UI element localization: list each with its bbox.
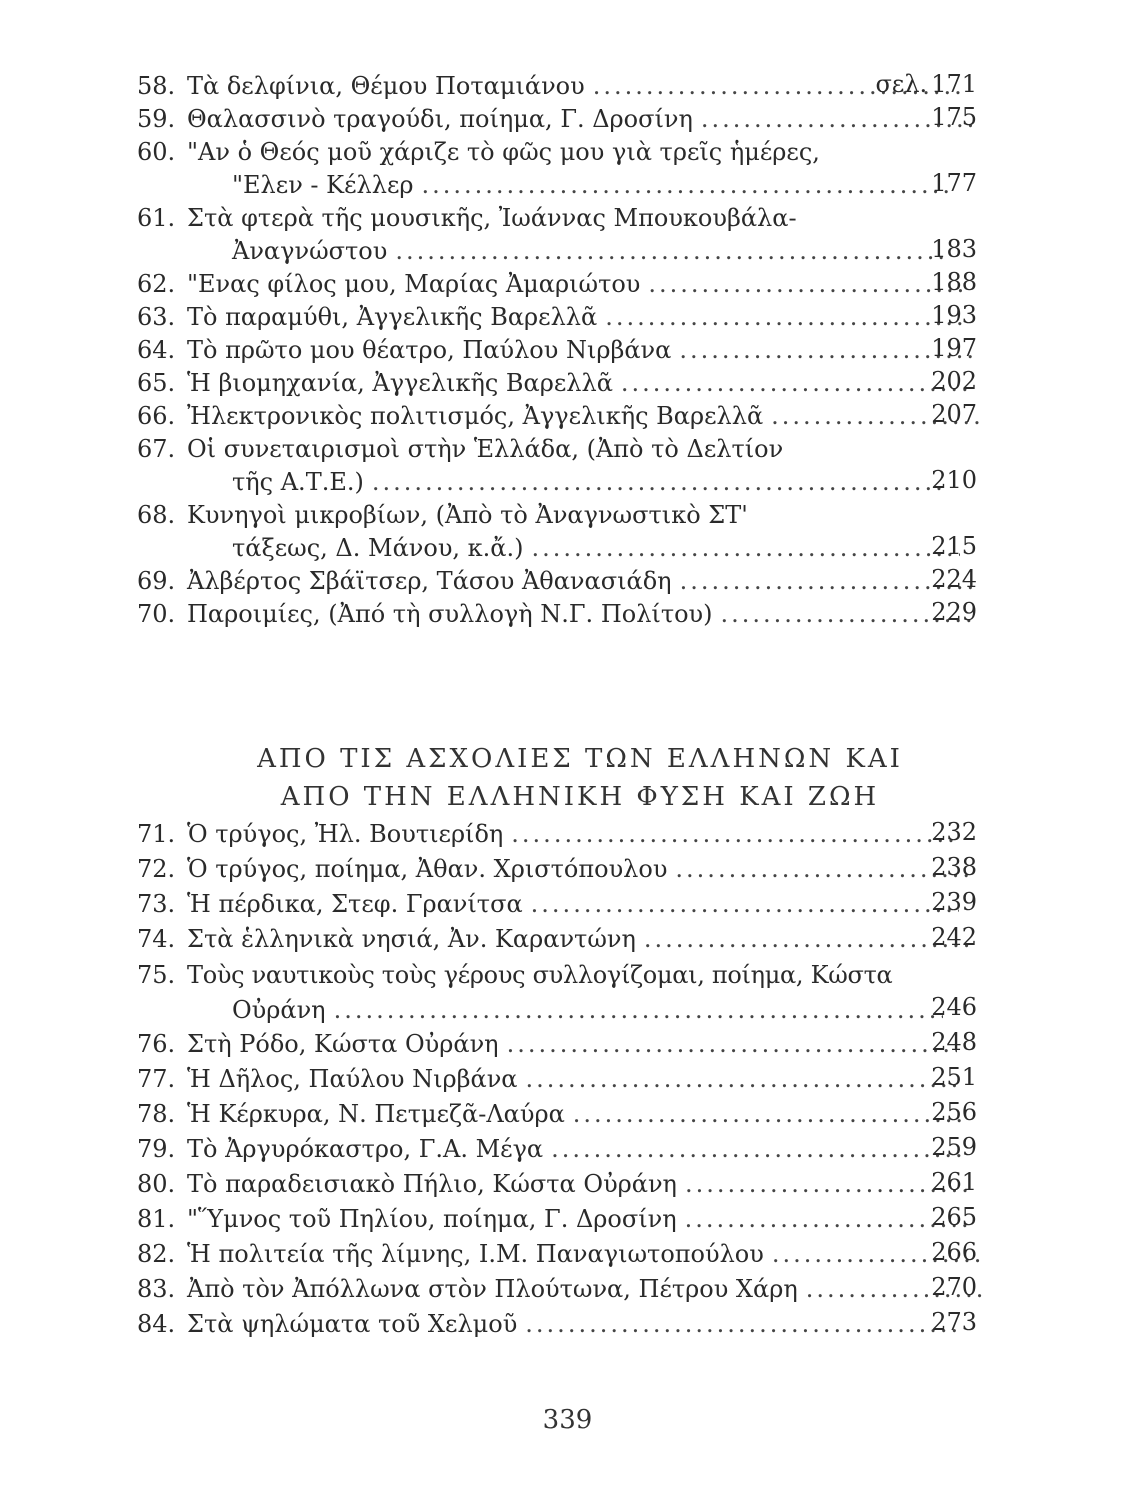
entry-number: 65.: [137, 369, 176, 397]
entry-title: Τὸ παραδεισιακὸ Πήλιο, Κώστα Οὐράνη: [187, 1170, 677, 1198]
entry-title: Στὰ φτερὰ τῆς μουσικῆς, Ἰωάννας Μπουκουβάλα-: [187, 204, 797, 232]
leader-dots: [511, 818, 958, 851]
page-prefix: σελ.: [875, 70, 928, 98]
toc-entry: [137, 103, 1007, 136]
toc-entry: [137, 301, 1007, 334]
toc-entry: [137, 565, 1007, 598]
leader-dots: [605, 301, 966, 334]
toc-list-bottom: [137, 818, 1007, 1343]
toc-entry: [137, 136, 1007, 202]
entry-page: 183: [931, 235, 977, 263]
entry-title: Ὁ τρύγος, ποίημα, Ἀθαν. Χριστόπουλου: [187, 855, 668, 883]
toc-entry: [137, 433, 1007, 499]
entry-title-continued: τῆς Α.Τ.Ε.): [232, 468, 364, 496]
leader-dots: [422, 169, 951, 202]
entry-page: 266: [931, 1238, 977, 1266]
entry-number: 84.: [137, 1310, 176, 1338]
entry-number: 76.: [137, 1030, 176, 1058]
entry-title: Κυνηγοὶ μικροβίων, (Ἀπὸ τὸ Ἀναγνωστικὸ ΣΤ': [187, 501, 748, 529]
entry-page: 193: [931, 301, 977, 329]
toc-entry: [137, 400, 1007, 433]
toc-entry: [137, 888, 1007, 923]
toc-entry: [137, 598, 1007, 631]
entry-number: 81.: [137, 1205, 176, 1233]
entry-page: 256: [931, 1098, 977, 1126]
leader-dots: [507, 1028, 958, 1061]
entry-title: Ἠλεκτρονικὸς πολιτισμός, Ἀγγελικῆς Βαρελλᾶ: [187, 402, 764, 430]
entry-title-continued: "Ελεν - Κέλλερ: [232, 171, 414, 199]
entry-title: Ἡ Δῆλος, Παύλου Νιρβάνα: [187, 1065, 518, 1093]
entry-title: Στὰ ἑλληνικὰ νησιά, Ἀν. Καραντώνη: [187, 925, 636, 953]
entry-title: Ὁ τρύγος, Ἠλ. Βουτιερίδη: [187, 820, 504, 848]
section-heading: [220, 740, 940, 816]
entry-page: 175: [931, 103, 977, 131]
leader-dots: [525, 1308, 959, 1341]
entry-page: 239: [931, 888, 977, 916]
leader-dots: [372, 466, 946, 499]
entry-title: Οἱ συνεταιρισμοὶ στὴν Ἑλλάδα, (Ἀπὸ τὸ Δελτίον: [187, 435, 784, 463]
entry-page: 242: [931, 923, 977, 951]
entry-number: 78.: [137, 1100, 176, 1128]
toc-entry: [137, 1028, 1007, 1063]
toc-entry: [137, 1273, 1007, 1308]
entry-title-continued: Οὐράνη: [232, 996, 326, 1024]
entry-number: 70.: [137, 600, 176, 628]
entry-number: 60.: [137, 138, 176, 166]
page-number-footer: 339: [542, 1405, 593, 1435]
entry-title: Τὸ Ἀργυρόκαστρο, Γ.Α. Μέγα: [187, 1135, 544, 1163]
entry-page: 232: [931, 818, 977, 846]
entry-title: Θαλασσινὸ τραγούδι, ποίημα, Γ. Δροσίνη: [187, 105, 693, 133]
entry-page: 202: [931, 367, 977, 395]
entry-page: 246: [931, 993, 977, 1021]
toc-entry: [137, 1133, 1007, 1168]
toc-entry: [137, 958, 1007, 1028]
toc-entry: [137, 334, 1007, 367]
entry-page: 248: [931, 1028, 977, 1056]
entry-title: Ἀλβέρτος Σβάϊτσερ, Τάσου Ἀθανασιάδη: [187, 567, 672, 595]
entry-number: 83.: [137, 1275, 176, 1303]
section-heading-line-2: ΑΠΟ ΤΗΝ ΕΛΛΗΝΙΚΗ ΦΥΣΗ ΚΑΙ ΖΩΗ: [280, 782, 880, 812]
entry-page: 259: [931, 1133, 977, 1161]
entry-page: 188: [931, 268, 977, 296]
entry-page: 270: [931, 1273, 977, 1301]
entry-number: 64.: [137, 336, 176, 364]
entry-page: 210: [931, 466, 977, 494]
entry-number: 71.: [137, 820, 176, 848]
toc-entry: [137, 1308, 1007, 1343]
entry-page: 265: [931, 1203, 977, 1231]
entry-title: "Ὕμνος τοῦ Πηλίου, ποίημα, Γ. Δροσίνη: [187, 1205, 677, 1233]
entry-number: 62.: [137, 270, 176, 298]
entry-title: Ἡ πολιτεία τῆς λίμνης, Ι.Μ. Παναγιωτοπούλου: [187, 1240, 764, 1268]
entry-number: 61.: [137, 204, 176, 232]
entry-title: Ἡ Κέρκυρα, Ν. Πετμεζᾶ-Λαύρα: [187, 1100, 565, 1128]
leader-dots: [551, 1133, 961, 1166]
entry-title: Τὸ παραμύθι, Ἀγγελικῆς Βαρελλᾶ: [187, 303, 598, 331]
entry-number: 75.: [137, 961, 176, 989]
entry-page: 238: [931, 853, 977, 881]
toc-entry: [137, 1238, 1007, 1273]
toc-entry: [137, 853, 1007, 888]
entry-number: 63.: [137, 303, 176, 331]
toc-list-top: [137, 70, 1007, 631]
entry-number: 68.: [137, 501, 176, 529]
entry-title-continued: Ἀναγνώστου: [232, 237, 388, 265]
entry-page: 251: [931, 1063, 977, 1091]
entry-title: "Ενας φίλος μου, Μαρίας Ἀμαριώτου: [187, 270, 641, 298]
leader-dots: [395, 235, 948, 268]
entry-title: Ἡ βιομηχανία, Ἀγγελικῆς Βαρελλᾶ: [187, 369, 613, 397]
section-heading-line-1: ΑΠΟ ΤΙΣ ΑΣΧΟΛΙΕΣ ΤΩΝ ΕΛΛΗΝΩΝ ΚΑΙ: [257, 744, 903, 774]
entry-number: 69.: [137, 567, 176, 595]
entry-number: 72.: [137, 855, 176, 883]
entry-title: Ἀπὸ τὸν Ἀπόλλωνα στὸν Πλούτωνα, Πέτρου Χάρη: [187, 1275, 798, 1303]
leader-dots: [526, 1063, 960, 1096]
entry-title: Τὰ δελφίνια, Θέμου Ποταμιάνου: [187, 72, 585, 100]
entry-page: 177: [931, 169, 977, 197]
entry-number: 74.: [137, 925, 176, 953]
entry-page: 215: [931, 532, 977, 560]
entry-number: 73.: [137, 890, 176, 918]
toc-entry: [137, 923, 1007, 958]
entry-title: Ἡ πέρδικα, Στεφ. Γρανίτσα: [187, 890, 523, 918]
entry-number: 80.: [137, 1170, 176, 1198]
entry-number: 66.: [137, 402, 176, 430]
leader-dots: [334, 993, 943, 1028]
entry-page: 273: [931, 1308, 977, 1336]
leader-dots: [531, 888, 960, 921]
entry-page: 224: [931, 565, 977, 593]
leader-dots: [573, 1098, 963, 1131]
toc-entry: [137, 202, 1007, 268]
entry-page: [867, 70, 977, 98]
toc-entry: [137, 818, 1007, 853]
entry-number: 58.: [137, 72, 176, 100]
page-number: 171: [931, 70, 977, 98]
entry-title: Τὸ πρῶτο μου θέατρο, Παύλου Νιρβάνα: [187, 336, 672, 364]
entry-page: 261: [931, 1168, 977, 1196]
leader-dots: [532, 532, 960, 565]
entry-page: 197: [931, 334, 977, 362]
entry-title: Στὰ ψηλώματα τοῦ Χελμοῦ: [187, 1310, 518, 1338]
entry-number: 79.: [137, 1135, 176, 1163]
entry-number: 67.: [137, 435, 176, 463]
toc-entry: [137, 367, 1007, 400]
entry-number: 59.: [137, 105, 176, 133]
entry-title-continued: τάξεως, Δ. Μάνου, κ.ἄ.): [232, 534, 524, 562]
toc-entry: [137, 1098, 1007, 1133]
entry-title: "Αν ὁ Θεός μοῦ χάριζε τὸ φῶς μου γιὰ τρεῖς ἡμέρες,: [187, 138, 820, 166]
toc-entry: [137, 499, 1007, 565]
toc-entry: [137, 70, 1007, 103]
entry-page: 229: [931, 598, 977, 626]
toc-entry: [137, 268, 1007, 301]
entry-number: 77.: [137, 1065, 176, 1093]
entry-number: 82.: [137, 1240, 176, 1268]
entry-page: 207: [931, 400, 977, 428]
toc-entry: [137, 1168, 1007, 1203]
toc-entry: [137, 1203, 1007, 1238]
toc-entry: [137, 1063, 1007, 1098]
entry-title: Στὴ Ρόδο, Κώστα Οὐράνη: [187, 1030, 499, 1058]
entry-title: Τοὺς ναυτικοὺς τοὺς γέρους συλλογίζομαι, ποίημα, Κώστα: [187, 961, 893, 989]
entry-title: Παροιμίες, (Ἀπό τὴ συλλογὴ Ν.Γ. Πολίτου): [187, 600, 713, 628]
